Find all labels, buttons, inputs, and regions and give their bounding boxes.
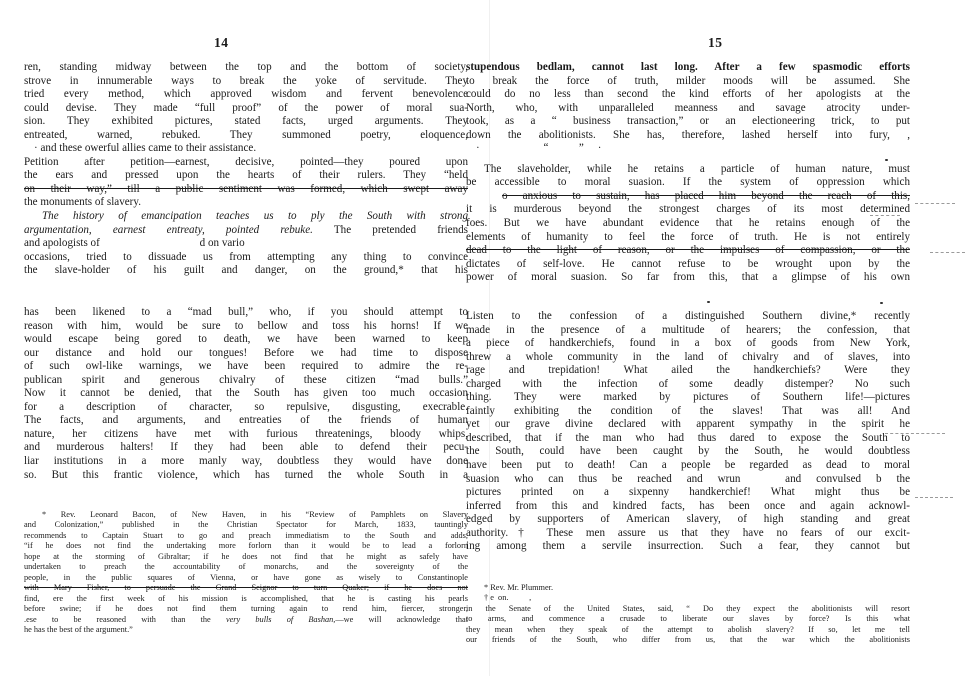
left-footnote — [24, 510, 468, 635]
text-line: authority.† These men assure us that they have no fears of our excit- — [466, 526, 910, 539]
text-line-mixed — [24, 224, 468, 238]
footnote-line: undertaken to preach the accountability of monarchs, and the sovereignty of the — [24, 562, 468, 572]
text-line: occasions, tried to dissuade us from attempting any thing to convince — [24, 250, 468, 263]
text-line: Listen to the confession of a distinguished Southern divine,* recently — [466, 310, 910, 322]
footnote-line: * Rev. Mr. Plummer. — [484, 583, 554, 592]
text-line: ren, standing midway between the top and the bottom of society, — [24, 61, 468, 73]
footnote-line: † e on. , — [484, 593, 532, 603]
text-line: foes. But we have abundant evidence that he retains enough of the — [466, 217, 910, 230]
text-line: liar institutions in a more manly way, doubtless they would have done — [24, 455, 468, 468]
text-line: strove in innumerable ways to break the yoke of servitude. They — [24, 74, 468, 87]
footnote-line: before swine; if he does not find them turning again to rend him, fiercer, stronger, — [24, 604, 468, 614]
text-line: could devise. They made “full proof” of the power of moral sua- — [24, 101, 468, 114]
text-line: of such owl-like warnings, we have been required to admire the re- — [24, 360, 468, 373]
text-line-italic: The history of emancipation teaches us to ply the South with strong — [42, 210, 468, 223]
margin-scan-mark — [930, 252, 965, 253]
italic-phrase: argumentation, earnest entreaty, pointed rebuke. — [24, 223, 313, 236]
text-line-struck: dead to the light of reason, or the impulses of compassion, or the — [466, 244, 910, 257]
footnote-line: they mean when they speak of the attempt to abolish slavery? If so, let me tell — [466, 624, 910, 634]
right-footnote — [466, 583, 910, 646]
text-line: have been put to death! Can a people be regarded as dead to moral — [466, 459, 910, 472]
footnote-line: hope at the storming of Gibraltar; if he does not find that he might as safely have — [24, 551, 468, 561]
text-line: rage and trepidation! What ailed the handkerchiefs? Were they — [466, 364, 910, 377]
scan-speck — [885, 159, 888, 161]
text-line: be accessible to moral suasion. If the system of oppression which — [466, 176, 910, 189]
text-line: suasion who can thus be reached and wrun and convulsed b the — [466, 472, 910, 485]
margin-scan-mark — [870, 215, 900, 216]
text-line: made in the presence of a multitude of hearers; the confession, that — [466, 323, 910, 336]
page-number-right: 15 — [708, 35, 723, 50]
scan-speck — [707, 301, 710, 303]
text-line: publican spirit and generous chivalry of these citizen “mad bulls.” — [24, 373, 468, 386]
text-line: thing. They were marked by pictures of Southern life!—pictures — [466, 391, 910, 404]
text-line: The facts, and arguments, and entreaties of the friends of human — [24, 414, 468, 427]
text-line: the ears and pressed upon the hearts of their rulers. They “held — [24, 169, 468, 182]
right-body-lower — [466, 310, 910, 554]
text-line: pictures printed on a sixpenny handkerchief! What might thus be — [466, 486, 910, 499]
text-line: described, that if the man who had thus dared to expose the South to — [466, 431, 910, 444]
footnote-line: he has the best of the argument.” — [24, 624, 133, 634]
text-line: the South, could have been caught by the South, he would doubtless — [466, 445, 910, 458]
text-line: and murderous halters! If they had been able to defend their pecu- — [24, 441, 468, 454]
text-line: inferred from this and kindred facts, has been once and again acknowl- — [466, 499, 910, 512]
text-line: Now it cannot be denied, that the South has given too much occasion — [24, 387, 468, 400]
italic-phrase: very bulls of Bashan, — [225, 614, 336, 624]
text-line: · “ ” · — [476, 142, 602, 155]
text-line: reason with him, would be sure to bellow and toss his horns! If we — [24, 319, 468, 332]
footnote-line: find, ere the first week of his mission is accomplished, that he is casting his pearls — [24, 593, 468, 603]
text-line: Petition after petition—earnest, decisive, pointed—they poured upon — [24, 155, 468, 168]
footnote-line: .ese to be reasoned with than the very bulls of Bashan,—we will acknowledge that — [24, 614, 468, 624]
text-line: sion. They exhibited pictures, stated facts, urged arguments. They — [24, 115, 468, 128]
text-line-struck: on their way,” till a public sentiment was formed, which swept away — [24, 182, 468, 195]
text-line: would escape being gored to death, we have been warned to keep — [24, 333, 468, 346]
text-line: tried every method, which approved wisdom and fervent benevolence — [24, 88, 468, 101]
text-line: to break the force of truth, milder moods will be assumed. She — [466, 74, 910, 87]
text-line: down the abolitionists. She has, therefore, lashed herself into fury, , — [466, 128, 910, 141]
text-line: and apologists of d on vario — [24, 237, 245, 250]
left-body-lower — [24, 306, 468, 482]
footnote-line: to arms, and commence a crusade to liberate our slaves by force? Is this what — [466, 614, 910, 624]
text-line: for a description of character, so repulsive, disgusting, execrable. — [24, 400, 468, 413]
footnote-line: recommends to Captain Stuart to go and preach immediatism to the South and adds, — [24, 530, 468, 540]
text-line: entreated, warned, rebuked. They summoned poetry, eloquence, — [24, 128, 468, 141]
text-line: stupendous bedlam, cannot last long. After a few spasmodic efforts — [466, 61, 910, 73]
text-line: power of moral suasion. So far from this, that a glimpse of his own — [466, 271, 910, 284]
text-line: so. But this frantic violence, which has turned the whole South in a — [24, 468, 468, 481]
footnote-line: and Colonization,” published in the Christian Spectator for March, 1833, tauntingly — [24, 520, 468, 530]
footnote-line: people, in the public squares of Vienna, or have gone as wisely to Constantinople — [24, 572, 468, 582]
text-line: edged by supporters of American slavery, of high standing and great — [466, 513, 910, 526]
footnote-line-struck: with Mary Fisher, to persuade the Grand Seignor to turn Quaker; if he does not — [24, 583, 468, 593]
text-line: · and these owerful allies came to their assistance. — [34, 142, 257, 155]
footnote-line: in the Senate of the United States, said, “ Do they expect the abolitionists will resort — [466, 603, 910, 613]
text-fragment: The pretended friends — [312, 223, 468, 236]
right-body-upper — [466, 61, 910, 285]
text-line: faintly exhibiting the condition of the slaves! That was all! And — [466, 404, 910, 417]
margin-scan-mark — [885, 433, 945, 434]
text-line: the slave-holder of his guilt and danger, on the ground,* that his — [24, 264, 468, 277]
margin-scan-mark — [915, 203, 955, 204]
text-line: threw a whole community in the land of chivalry and of slaves, into — [466, 350, 910, 363]
left-body-upper — [24, 61, 468, 278]
text-line: the monuments of slavery. — [24, 196, 141, 209]
text-line: nature, her citizens have met with furious threatenings, bloody whips, — [24, 427, 468, 440]
scan-speck — [880, 302, 883, 304]
text-line: it is murderous beyond the strongest charges of its most determined — [466, 203, 910, 216]
text-line-struck: o anxious to sustain, has placed him beyond the reach of this, — [502, 189, 910, 202]
text-line: charged with the infection of some deadly distemper? No such — [466, 377, 910, 390]
text-line: ing among them a servile insurrection. Such a fear, they cannot but — [466, 540, 910, 553]
text-line: our distance and hold our tongues! Before we had time to dispose — [24, 346, 468, 359]
text-line: a piece of handkerchiefs, found in a box of goods from New York, — [466, 337, 910, 350]
text-line: could do no less than second the kind efforts of her apologists at the — [466, 88, 910, 101]
text-line: North, who, with unparalleled meanness and savage atrocity under- — [466, 101, 910, 114]
text-line: elements of humanity to feel the force of truth. He is not entirely — [466, 230, 910, 243]
text-line: The slaveholder, while he retains a particle of human nature, must — [484, 162, 910, 175]
page-number-left: 14 — [214, 35, 229, 50]
text-line: has been likened to a “mad bull,” who, if you should attempt to — [24, 306, 468, 318]
footnote-line: our friends of the South, who differ from us, that the war which the abolitionists — [466, 635, 910, 645]
paragraph-gap — [466, 156, 910, 163]
text-line: took, as a “ business transaction,” or an electioneering trick, to put — [466, 115, 910, 128]
margin-scan-mark — [915, 497, 953, 498]
text-line: dictates of self-love. He cannot refuse to be wrought upon by the — [466, 257, 910, 270]
footnote-line: “if he does not find the undertaking more forlorn than it would be to lead a forlorn — [24, 541, 468, 551]
footnote-line: * Rev. Leonard Bacon, of New Haven, in his “Review of Pamphlets on Slavery — [42, 510, 468, 519]
text-line: yet our grave divine declared with apparent sympathy in the spirit he — [466, 418, 910, 431]
